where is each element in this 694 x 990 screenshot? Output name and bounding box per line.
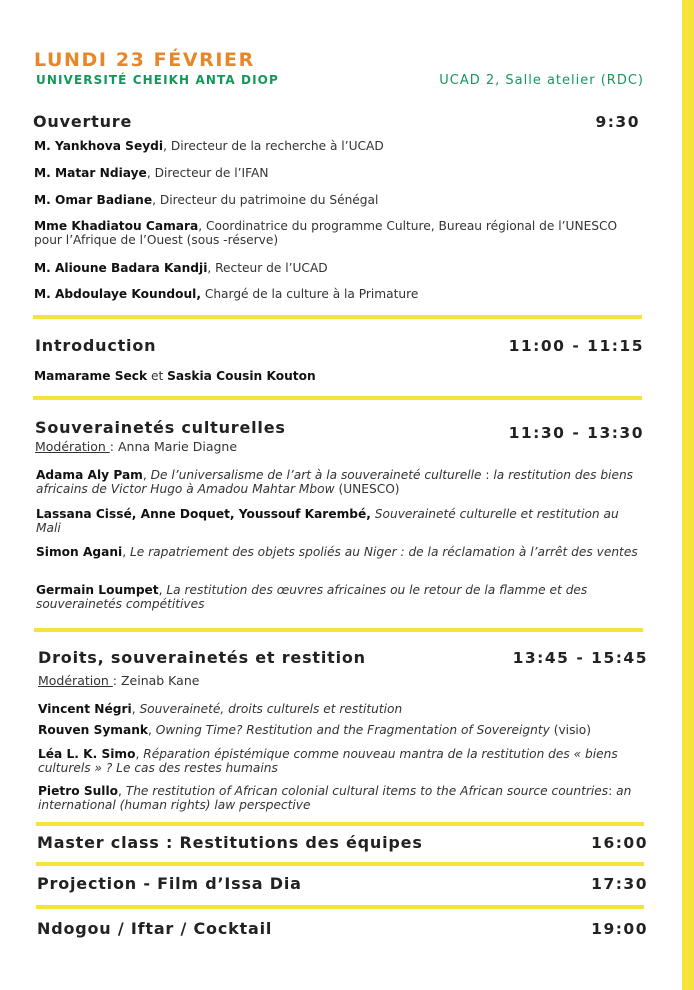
session-title-souverainetes: Souverainetés culturelles [35, 418, 286, 437]
section-divider [36, 822, 644, 826]
session-time-ouverture: 9:30 [595, 113, 640, 131]
moderation-line: Modération : Anna Marie Diagne [35, 439, 238, 454]
list-item: Adama Aly Pam, De l’universalisme de l’art à la souveraineté culturelle : la restitution des biens africains de Victor Hugo à Amadou Mahtar Mbow (UNESCO) [36, 468, 634, 496]
list-item: M. Matar Ndiaye, Directeur de l’IFAN [34, 166, 269, 180]
section-divider [33, 396, 642, 400]
day-heading: LUNDI 23 FÉVRIER [34, 49, 255, 71]
list-item: Pietro Sullo, The restitution of African colonial cultural items to the African source countries: an international (human rights) law perspective [38, 784, 632, 812]
session-time-master-class: 16:00 [591, 834, 648, 852]
section-divider [34, 628, 643, 632]
session-time-souverainetes: 11:30 - 13:30 [508, 424, 644, 442]
list-item: M. Abdoulaye Koundoul, Chargé de la culture à la Primature [34, 287, 419, 301]
list-item: Lassana Cissé, Anne Doquet, Youssouf Karembé, Souveraineté culturelle et restitution au Mali [36, 507, 619, 535]
session-time-projection: 17:30 [591, 875, 648, 893]
session-title-projection: Projection - Film d’Issa Dia [37, 874, 302, 893]
session-title-ouverture: Ouverture [33, 112, 133, 131]
session-title-droits: Droits, souverainetés et restition [38, 648, 366, 667]
list-item: Léa L. K. Simo, Réparation épistémique comme nouveau mantra de la restitution des « biens culturels » ? Le cas des restes humains [38, 747, 618, 775]
section-divider [36, 862, 644, 866]
list-item: M. Omar Badiane, Directeur du patrimoine du Sénégal [34, 193, 379, 207]
list-item: M. Alioune Badara Kandji, Recteur de l’UCAD [34, 261, 328, 275]
list-item: Rouven Symank, Owning Time? Restitution and the Fragmentation of Sovereignty (visio) [38, 723, 592, 737]
university-name: UNIVERSITÉ CHEIKH ANTA DIOP [36, 73, 279, 87]
session-title-introduction: Introduction [35, 336, 157, 355]
list-item: Mme Khadiatou Camara, Coordinatrice du programme Culture, Bureau régional de l’UNESCO pour l’Afrique de l’Ouest (sous -réserve) [34, 219, 618, 247]
section-divider [36, 905, 644, 909]
list-item: Simon Agani, Le rapatriement des objets spoliés au Niger : de la réclamation à l’arrêt des ventes [36, 545, 638, 559]
list-item: Mamarame Seck et Saskia Cousin Kouton [34, 369, 316, 383]
session-time-introduction: 11:00 - 11:15 [508, 337, 644, 355]
right-yellow-stripe [682, 0, 694, 990]
session-title-ndogou: Ndogou / Iftar / Cocktail [37, 919, 273, 938]
session-time-droits: 13:45 - 15:45 [512, 649, 648, 667]
moderation-line: Modération : Zeinab Kane [38, 673, 200, 688]
section-divider [33, 315, 642, 319]
list-item: Vincent Négri, Souveraineté, droits culturels et restitution [38, 702, 403, 716]
list-item: Germain Loumpet, La restitution des œuvres africaines ou le retour de la flamme et des souverainetés compétitives [36, 583, 588, 611]
list-item: M. Yankhova Seydi, Directeur de la recherche à l’UCAD [34, 139, 384, 153]
session-title-master-class: Master class : Restitutions des équipes [37, 833, 423, 852]
session-time-ndogou: 19:00 [591, 920, 648, 938]
venue: UCAD 2, Salle atelier (RDC) [439, 73, 644, 88]
